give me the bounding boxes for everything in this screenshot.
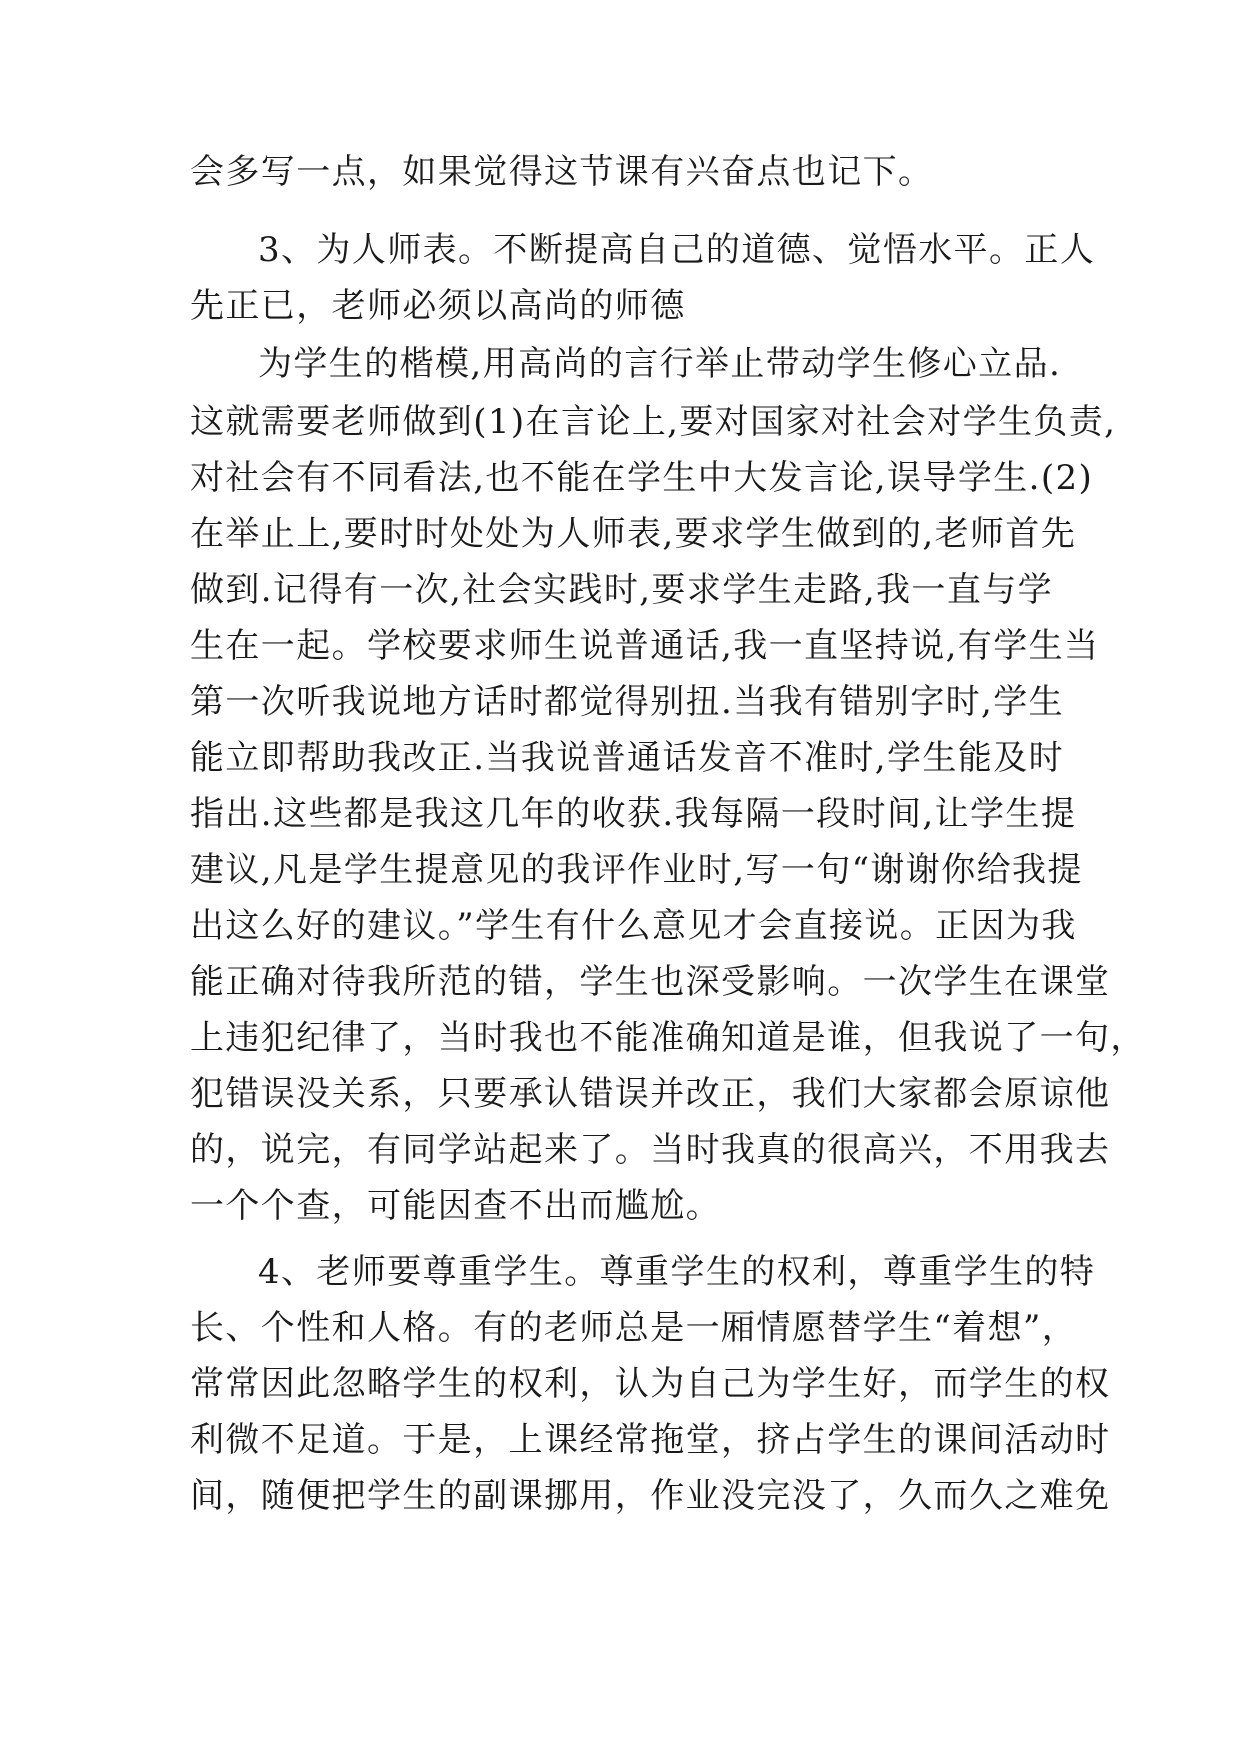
text-line: 利微不足道。于是，上课经常拖堂，挤占学生的课间活动时 [190,1420,1111,1460]
text-line: 的，说完，有同学站起来了。当时我真的很高兴，不用我去 [190,1130,1111,1170]
text-line: 犯错误没关系，只要承认错误并改正，我们大家都会原谅他 [190,1074,1111,1114]
text-line: 能正确对待我所范的错，学生也深受影响。一次学生在课堂 [190,962,1111,1002]
text-line: 指出.这些都是我这几年的收获.我每隔一段时间,让学生提 [190,794,1077,834]
text-line: 上违犯纪律了，当时我也不能准确知道是谁，但我说了一句， [190,1018,1146,1058]
text-line: 对社会有不同看法,也不能在学生中大发言论,误导学生.(2) [190,458,1094,498]
text-line: 常常因此忽略学生的权利，认为自己为学生好，而学生的权 [190,1364,1111,1404]
text-line: 能立即帮助我改正.当我说普通话发音不准时,学生能及时 [190,738,1065,778]
text-line: 第一次听我说地方话时都觉得别扭.当我有错别字时,学生 [190,682,1065,722]
text-line: 先正已，老师必须以高尚的师德 [190,286,686,326]
text-line: 长、个性和人格。有的老师总是一厢情愿替学生“着想”， [190,1308,1078,1348]
text-line: 生在一起。学校要求师生说普通话,我一直坚持说,有学生当 [190,626,1100,666]
text-line: 建议,凡是学生提意见的我评作业时,写一句“谢谢你给我提 [190,850,1083,890]
text-line: 在举止上,要时时处处为人师表,要求学生做到的,老师首先 [190,514,1077,554]
text-line: 3、为人师表。不断提高自己的道德、觉悟水平。正人 [258,230,1096,270]
text-line: 间，随便把学生的副课挪用，作业没完没了，久而久之难免 [190,1476,1111,1516]
text-line: 4、老师要尊重学生。尊重学生的权利，尊重学生的特 [258,1252,1096,1292]
text-line: 一个个查，可能因查不出而尴尬。 [190,1186,721,1226]
text-line: 为学生的楷模,用高尚的言行举止带动学生修心立品. [258,344,1062,384]
text-line: 这就需要老师做到(1)在言论上,要对国家对社会对学生负责, [190,402,1117,442]
text-line: 会多写一点，如果觉得这节课有兴奋点也记下。 [190,152,934,192]
text-line: 做到.记得有一次,社会实践时,要求学生走路,我一直与学 [190,570,1054,610]
text-line: 出这么好的建议。”学生有什么意见才会直接说。正因为我 [190,906,1077,946]
